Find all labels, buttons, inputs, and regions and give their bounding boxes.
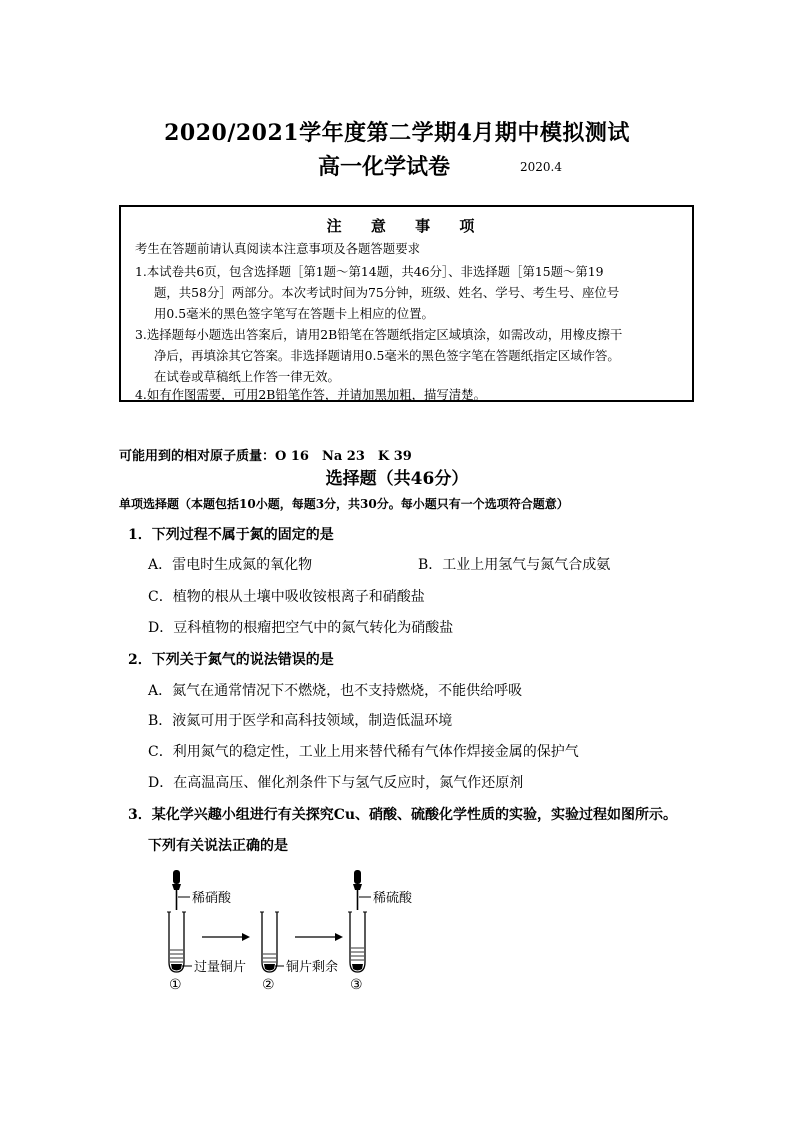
experiment-figure [150,868,430,998]
question-3-stem: 3．某化学兴趣小组进行有关探究Cu、硝酸、硫酸化学性质的实验，实验过程如图所示。 [128,807,678,823]
question-1-option-a: A．雷电时生成氮的氧化物 [148,557,313,573]
test-tube-3 [348,912,367,972]
arrow-icon [202,933,250,941]
label-copper-remaining: 铜片剩余 [286,960,339,975]
section-title: 选择题（共46分） [325,469,469,489]
dropper-icon [172,870,181,910]
tube-label-2: ② [262,977,275,993]
notice-line: 题，共58分］两部分。本次考试时间为75分钟，班级、姓名、学号、考生号、座位号 [154,285,620,300]
question-2-option-a: A．氮气在通常情况下不燃烧，也不支持燃烧，不能供给呼吸 [148,683,523,699]
question-2-option-d: D．在高温高压、催化剂条件下与氢气反应时，氮气作还原剂 [148,775,524,791]
tube-label-3: ③ [350,977,363,993]
section-description: 单项选择题（本题包括10小题，每题3分，共30分。每小题只有一个选项符合题意） [119,497,569,511]
exam-subtitle: 高一化学试卷 [318,154,451,180]
question-2-stem: 2．下列关于氮气的说法错误的是 [128,652,334,668]
test-tube-1 [167,912,186,972]
test-tube-2 [260,912,279,972]
notice-box [119,205,694,402]
question-1-option-d: D．豆科植物的根瘤把空气中的氮气转化为硝酸盐 [148,620,454,636]
exam-title: 2020/2021学年度第二学期4月期中模拟测试 [164,120,630,146]
notice-line: 净后，再填涂其它答案。非选择题请用0.5毫米的黑色签字笔在答题纸指定区域作答。 [154,348,620,363]
question-2-option-b: B．液氮可用于医学和高科技领域，制造低温环境 [148,713,453,729]
atomic-mass-line: 可能用到的相对原子质量：O 16 Na 23 K 39 [119,449,412,464]
notice-line: 3.选择题每小题选出答案后，请用2B铅笔在答题纸指定区域填涂，如需改动，用橡皮擦干 [135,327,623,342]
dropper-icon [353,870,362,910]
exam-date: 2020.4 [520,160,562,174]
notice-line: 用0.5毫米的黑色签字笔写在答题卡上相应的位置。 [154,306,434,321]
notice-title: 注 意 事 项 [326,217,487,235]
question-1-option-b: B．工业上用氢气与氮气合成氨 [418,557,611,573]
notice-line: 4.如有作图需要，可用2B铅笔作答，并请加黑加粗，描写清楚。 [135,387,486,402]
label-dilute-sulfuric: 稀硫酸 [373,891,413,906]
notice-line: 考生在答题前请认真阅读本注意事项及各题答题要求 [135,241,420,256]
label-excess-copper: 过量铜片 [194,960,247,975]
question-3-stem-continued: 下列有关说法正确的是 [148,838,288,854]
question-1-option-c: C．植物的根从土壤中吸收铵根离子和硝酸盐 [148,589,425,605]
arrow-icon [295,933,343,941]
notice-line: 1.本试卷共6页，包含选择题［第1题～第14题，共46分］、非选择题［第15题～第19 [135,264,604,279]
tube-label-1: ① [169,977,182,993]
question-1-stem: 1．下列过程不属于氮的固定的是 [128,527,334,543]
question-2-option-c: C．利用氮气的稳定性，工业上用来替代稀有气体作焊接金属的保护气 [148,744,579,760]
label-dilute-nitric: 稀硝酸 [192,891,232,906]
notice-line: 在试卷或草稿纸上作答一律无效。 [154,369,340,384]
